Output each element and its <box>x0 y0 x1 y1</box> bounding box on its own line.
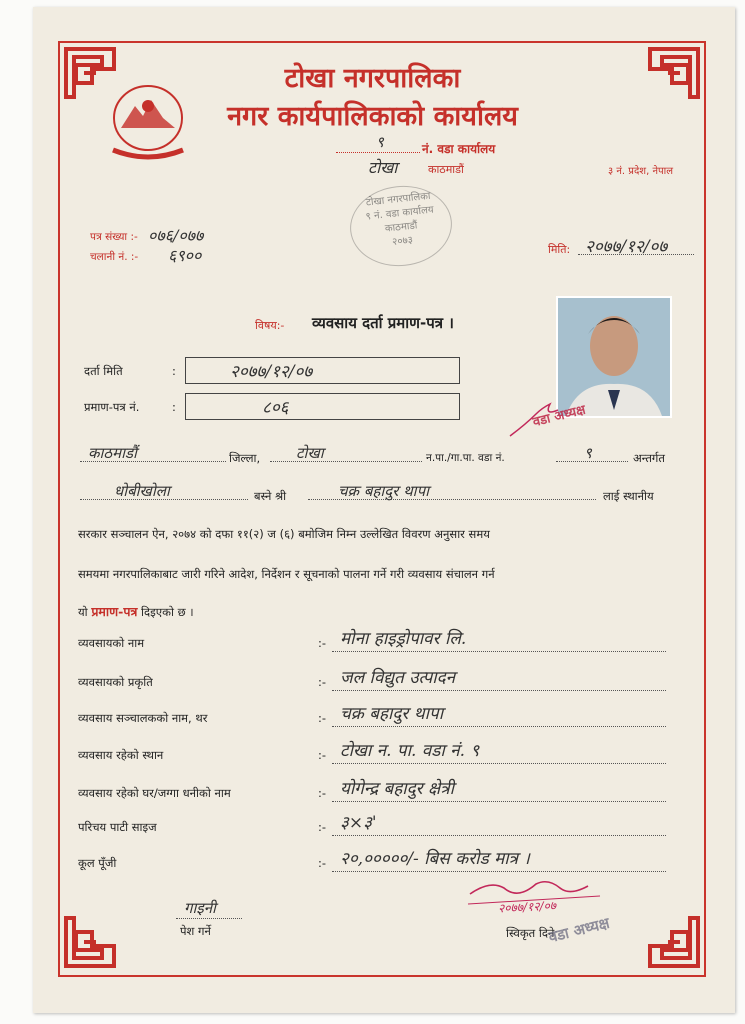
presenter-signature: गाइनी <box>184 899 216 917</box>
detail-separator: :- <box>318 711 327 725</box>
detail-line <box>332 690 666 691</box>
detail-line <box>332 726 666 727</box>
stamp-text-4: २०७३ <box>391 234 414 248</box>
detail-label: व्यवसाय रहेको स्थान <box>78 748 164 762</box>
ward-line <box>556 461 628 462</box>
detail-value: मोना हाइड्रोपावर लि. <box>340 629 467 649</box>
ward-office-label: नं. वडा कार्यालय <box>422 142 496 156</box>
detail-line <box>332 801 666 802</box>
photo-stamp: वडा अध्यक्ष <box>531 402 588 431</box>
detail-value: ३×३' <box>340 813 377 833</box>
registration-date-label: दर्ता मिति <box>84 364 123 378</box>
district-value: काठमाडौं <box>88 444 137 462</box>
place-handwritten: टोखा <box>368 158 398 177</box>
letter-no-label: पत्र संख्या :- <box>90 231 138 243</box>
photo-signature-icon <box>506 398 566 442</box>
line4-pre: यो <box>78 605 88 619</box>
detail-value: चक्र बहादुर थापा <box>340 704 444 724</box>
subject-title: व्यवसाय दर्ता प्रमाण-पत्र । <box>312 314 454 332</box>
municipality-line <box>270 461 422 462</box>
approver-stamp: वडा अध्यक्ष <box>546 913 612 947</box>
owner-name-value: चक्र बहादुर थापा <box>338 482 429 500</box>
body-paragraph-line-2: सरकार सञ्चालन ऐन, २०७४ को दफा ११(२) ज (६) बमोजिम निम्न उल्लेखित विवरण अनुसार समय <box>78 527 490 541</box>
detail-line <box>332 871 666 872</box>
detail-label: व्यवसायको नाम <box>78 636 145 650</box>
certificate-no-colon: : <box>172 400 176 414</box>
detail-label: व्यवसायको प्रकृति <box>78 675 153 689</box>
person-photo-icon <box>558 298 670 416</box>
line4-certificate-word: प्रमाण-पत्र <box>91 604 138 619</box>
date-label: मिति: <box>548 243 571 256</box>
certificate-border <box>58 41 706 977</box>
detail-value: २०,०००००/- बिस करोड मात्र । <box>340 849 530 869</box>
subject-label: विषय:- <box>255 319 285 332</box>
ward-number-line <box>336 133 420 153</box>
owner-photo <box>556 296 672 418</box>
stamp-text-1: टोखा नगरपालिका <box>365 190 432 209</box>
body-paragraph-line-4 <box>78 603 678 620</box>
detail-label: व्यवसाय रहेको घर/जग्गा धनीको नाम <box>78 786 231 800</box>
municipality-label: न.पा./गा.पा. वडा नं. <box>426 452 505 464</box>
registration-date-box <box>185 357 460 384</box>
stamp-text-2: ९ नं. वडा कार्यालय <box>365 204 435 223</box>
detail-separator: :- <box>318 856 327 870</box>
date-underline <box>578 254 694 255</box>
resident-label: बस्ने श्री <box>254 489 287 503</box>
stamp-text-3: काठमाडौं <box>384 220 418 235</box>
detail-value: योगेन्द्र बहादुर क्षेत्री <box>340 779 455 799</box>
tole-value: धोबीखोला <box>114 482 170 500</box>
registration-date-value: २०७७/१२/०७ <box>230 362 313 382</box>
detail-line <box>332 835 666 836</box>
within-label: अन्तर्गत <box>633 451 665 465</box>
detail-label: परिचय पाटी साइज <box>78 820 157 834</box>
detail-separator: :- <box>318 675 327 689</box>
certificate-no-value: ८०६ <box>262 398 289 418</box>
certificate-no-label: प्रमाण-पत्र नं. <box>84 400 140 414</box>
detail-label: व्यवसाय सञ्चालकको नाम, थर <box>78 711 208 725</box>
municipality-value: टोखा <box>296 444 324 462</box>
detail-value: जल विद्युत उत्पादन <box>340 668 456 688</box>
detail-line <box>332 763 666 764</box>
province-label: ३ नं. प्रदेश, नेपाल <box>608 166 674 177</box>
detail-separator: :- <box>318 786 327 800</box>
certificate-no-box <box>185 393 460 420</box>
body-paragraph-line-3: समयमा नगरपालिकाबाट जारी गरिने आदेश, निर्देशन र सूचनाको पालना गर्ने गरी व्यवसाय संचालन गर्न <box>78 567 495 581</box>
tole-line <box>80 499 248 500</box>
registration-date-colon: : <box>172 364 176 378</box>
dispatch-no-value: ६९०० <box>168 246 202 265</box>
approver-label: स्विकृत दिने <box>506 926 555 940</box>
ward-value: ९ <box>584 444 592 462</box>
corner-ornament-bottom-right <box>640 908 702 970</box>
owner-name-line <box>308 499 596 500</box>
detail-label: कूल पूँजी <box>78 856 117 870</box>
detail-value: टोखा न. पा. वडा नं. ९ <box>340 741 480 761</box>
line4-post: दिइएको छ । <box>141 605 194 619</box>
detail-line <box>332 651 666 652</box>
ward-number: ९ <box>376 133 384 151</box>
detail-separator: :- <box>318 820 327 834</box>
municipality-title: टोखा नगरपालिका <box>284 63 461 94</box>
district-line <box>80 461 226 462</box>
letter-no-value: ०७६/०७७ <box>148 226 204 245</box>
detail-separator: :- <box>318 636 327 650</box>
dispatch-no-label: चलानी नं. :- <box>90 251 139 263</box>
city-label: काठमाडौं <box>428 163 464 176</box>
detail-separator: :- <box>318 748 327 762</box>
presenter-label: पेश गर्ने <box>180 924 211 938</box>
office-title: नगर कार्यपालिकाको कार्यालय <box>227 101 518 132</box>
district-label: जिल्ला, <box>229 451 261 465</box>
date-value: २०७७/१२/०७ <box>585 237 668 257</box>
corner-ornament-bottom-left <box>62 908 124 970</box>
approver-date: २०७७/१२/०७ <box>497 898 557 916</box>
presenter-sign-line <box>176 918 242 919</box>
local-label: लाई स्थानीय <box>603 489 654 503</box>
